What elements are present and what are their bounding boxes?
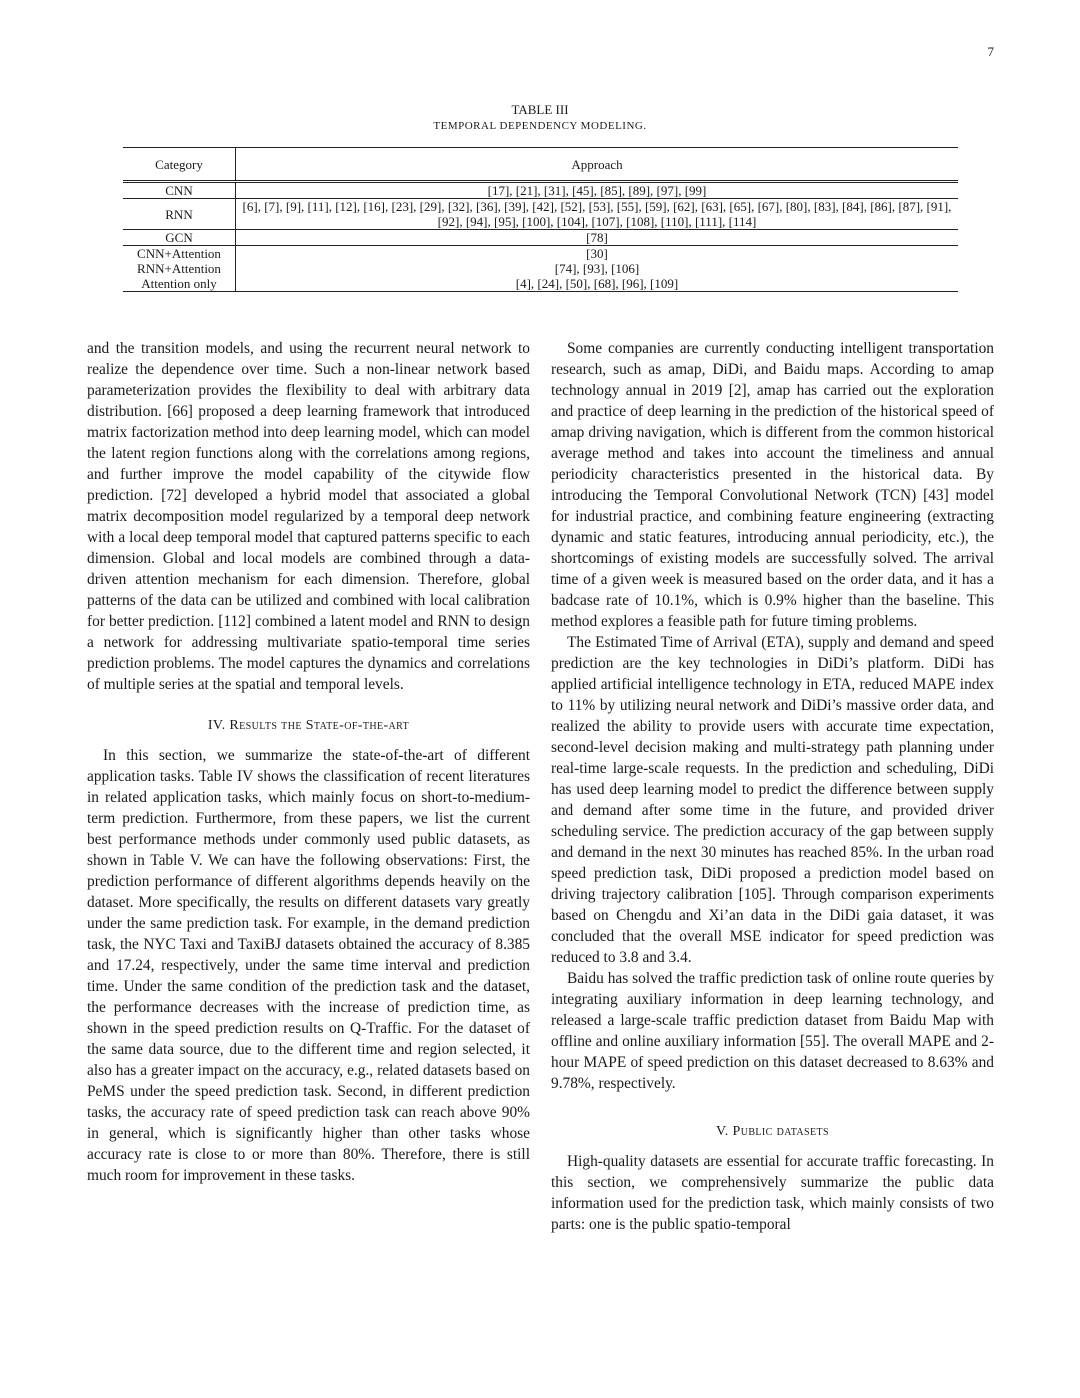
table-row: [123, 230, 958, 246]
table-cell-category: RNN+Attention: [123, 261, 236, 276]
table-cell-approach: [17], [21], [31], [45], [85], [89], [97], [99]: [487, 183, 707, 198]
body-paragraph: The Estimated Time of Arrival (ETA), supply and demand and speed prediction are the key technologies in DiDi’s platform. DiDi has applied artificial intelligence technology in ETA, reduced MAPE index to 11% by utilizing neural network and DiDi’s massive order data, and realized the ability to provide users with accurate time expectation, second-level decision making and multi-strategy path planning under real-time large-scale requests. In the prediction and scheduling, DiDi has used deep learning model to predict the difference between supply and demand after some time in the future, and provided driver scheduling service. The prediction accuracy of the gap between supply and demand in the next 30 minutes has reached 85%. In the urban road speed prediction task, DiDi proposed a prediction model based on driving trajectory calibration [105]. Through comparison experiments based on Chengdu and Xi’an data in the DiDi gaia dataset, it was concluded that the overall MSE indicator for speed prediction was reduced to 3.8 and 3.4.: [551, 634, 994, 966]
table-row: [123, 261, 958, 276]
table-row: [123, 199, 958, 230]
table-row: [123, 182, 958, 199]
table-cell-category: RNN: [123, 199, 236, 230]
table-cell-approach: [6], [7], [9], [11], [12], [16], [23], [29], [32], [36], [39], [42], [52], [53], [55], [59], [62], [63], [65], [67], [80], [83], [84], [86], [87], [91], [92], [94], [95], [100], [104], [107], [108], [110], [111], [114]: [242, 199, 952, 229]
table-row: [123, 276, 958, 292]
section-heading-v: V. Public datasets: [716, 1124, 829, 1139]
temporal-dependency-table: [123, 147, 958, 292]
table-row: [123, 246, 958, 262]
left-column: [87, 338, 530, 1186]
right-column: [551, 338, 994, 1235]
body-paragraph: In this section, we summarize the state-of-the-art of different application tasks. Table IV shows the classification of recent literatures in related application tasks, which mainly focus on short-to-medium-term prediction. Furthermore, from these papers, we list the current best performance methods under commonly used public datasets, as shown in Table V. We can have the following observations: First, the prediction performance of different algorithms depends heavily on the dataset. More specifically, the results on different datasets vary greatly under the same prediction task. For example, in the demand prediction task, the NYC Taxi and TaxiBJ datasets obtained the accuracy of 8.385 and 17.24, respectively, under the same time interval and prediction time. Under the same condition of the prediction task and the dataset, the performance decreases with the increase of prediction time, as shown in the speed prediction results on Q-Traffic. For the dataset of the same data source, due to the different time and region selected, it also has a greater impact on the accuracy, e.g., related datasets based on PeMS under the speed prediction task. Second, in different prediction tasks, the accuracy rate of speed prediction task can reach above 90% in general, which is significantly higher than other tasks whose accuracy rate is close to or more than 80%. Therefore, there is still much room for improvement in these tasks.: [87, 747, 530, 1184]
table-cell-approach: [74], [93], [106]: [554, 261, 640, 276]
section-heading-iv: IV. Results the State-of-the-art: [207, 718, 410, 733]
table-cell-category: CNN+Attention: [123, 246, 236, 262]
table-cell-category: Attention only: [123, 276, 236, 292]
table-label: TABLE III: [511, 102, 569, 117]
table-cell-approach: [4], [24], [50], [68], [96], [109]: [515, 276, 679, 291]
body-paragraph: Baidu has solved the traffic prediction task of online route queries by integrating auxiliary information in deep learning technology, and released a large-scale traffic prediction dataset from Baidu Map with offline and online auxiliary information [55]. The overall MAPE and 2-hour MAPE of speed prediction on this dataset decreased to 8.63% and 9.78%, respectively.: [551, 970, 994, 1092]
page-number: 7: [987, 44, 994, 59]
body-paragraph: High-quality datasets are essential for accurate traffic forecasting. In this section, we comprehensively summarize the public data information used for the prediction task, which mainly consists of two parts: one is the public spatio-temporal: [551, 1153, 994, 1233]
table-header-approach: Approach: [571, 156, 623, 172]
body-paragraph: and the transition models, and using the recurrent neural network to realize the dependence over time. Such a non-linear network based parameterization provides the flexibility to deal with arbitrary data distribution. [66] proposed a deep learning framework that introduced matrix factorization method into deep learning model, which can model the latent region functions along with the correlations among regions, and further improve the model capability of the citywide flow prediction. [72] developed a hybrid model that associated a global matrix decomposition model regularized by a temporal deep network with a local deep temporal model that captured patterns specific to each dimension. Global and local models are combined through a data-driven attention mechanism for each dimension. Therefore, global patterns of the data can be utilized and combined with local calibration for better prediction. [112] combined a latent model and RNN to design a network for addressing multivariate spatio-temporal time series prediction problems. The model captures the dynamics and correlations of multiple series at the spatial and temporal levels.: [87, 340, 530, 693]
table-header-category: Category: [123, 148, 236, 182]
table-caption: [0, 102, 1080, 134]
body-paragraph: Some companies are currently conducting intelligent transportation research, such as amap, DiDi, and Baidu maps. According to amap technology annual in 2019 [2], amap has carried out the exploration and practice of deep learning in the prediction of the historical speed of amap driving navigation, which is different from the common historical average method and takes into account the timeliness and annual periodicity characteristics presented in the historical data. By introducing the Temporal Convolutional Network (TCN) [43] model for industrial practice, and combining feature engineering (extracting dynamic and static features, introducing annual periodicity, etc.), the shortcomings of existing models are successfully solved. The arrival time of a given week is measured based on the order data, and it has a badcase rate of 10.1%, which is 0.9% higher than the baseline. This method explores a feasible path for future timing problems.: [551, 340, 994, 630]
table-title: TEMPORAL DEPENDENCY MODELING.: [433, 120, 647, 132]
table-cell-category: CNN: [123, 182, 236, 199]
table-cell-approach: [78]: [586, 230, 608, 245]
table-cell-category: GCN: [123, 230, 236, 246]
table-cell-approach: [30]: [586, 246, 608, 261]
